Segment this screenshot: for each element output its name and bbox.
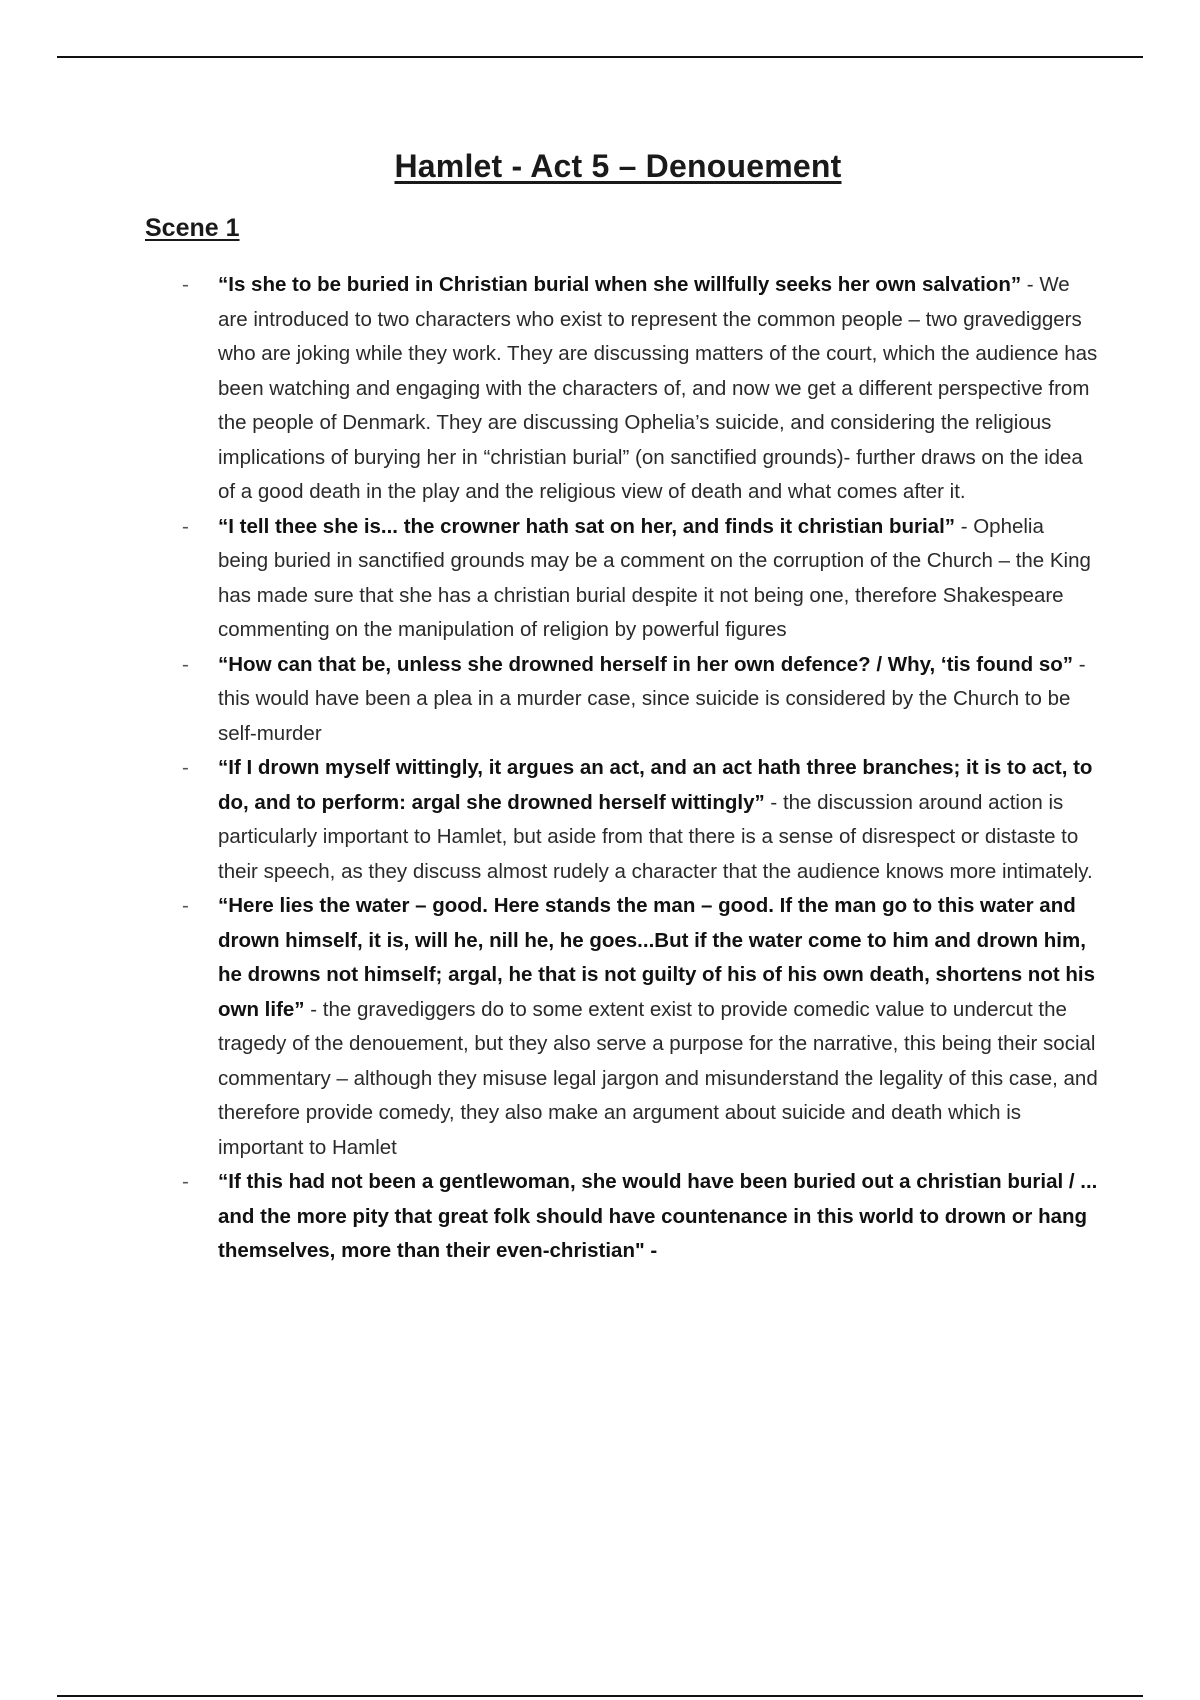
bullet-dash: - — [182, 652, 189, 676]
bullet-dash: - — [182, 1170, 189, 1193]
note-item — [182, 1165, 1098, 1269]
notes-list — [182, 268, 1098, 1269]
note-comment: - We are introduced to two characters who exist to represent the common people – two gravediggers who are joking while they work. They are discussing matters of the court, which the audience has been watching and engaging with the characters of, and now we get a different perspective from the people of Denmark. They are discussing Ophelia’s suicide, and considering the religious implications of burying her in “christian burial” (on sanctified grounds)- further draws on the idea of a good death in the play and the religious view of death and what comes after it. — [218, 273, 1098, 503]
note-quote: “If I drown myself wittingly, it argues an act, and an act hath three branches; it is to act, to do, and to perform: argal she drowned herself wittingly” — [218, 756, 1093, 814]
note-item — [182, 648, 1098, 752]
note-quote: “How can that be, unless she drowned herself in her own defence? / Why, ‘tis found so” — [218, 652, 1074, 676]
note-comment: - the discussion around action is particularly important to Hamlet, but aside from that there is a sense of disrespect or distaste to their speech, as they discuss almost rudely a character that the audience knows more intimately. — [218, 790, 1093, 883]
note-quote: “If this had not been a gentlewoman, she would have been buried out a christian burial / ... and the more pity that great folk should have countenance in this world to drown or hang themselves, more than their even-christian" - — [218, 1170, 1098, 1262]
note-item — [182, 268, 1098, 510]
note-item — [182, 751, 1098, 889]
note-item — [182, 889, 1098, 1165]
top-divider — [57, 56, 1143, 58]
bullet-dash: - — [182, 894, 189, 917]
note-quote: “Here lies the water – good. Here stands the man – good. If the man go to this water and drown himself, it is, will he, nill he, he goes...But if the water come to him and drown him, he drowns not himself; argal, he that is not guilty of his of his own death, shortens not his own life” — [218, 894, 1095, 1021]
note-comment: - Ophelia being buried in sanctified grounds may be a comment on the corruption of the Church – the King has made sure that she has a christian burial despite it not being one, therefore Shakespeare commenting on the manipulation of religion by powerful figures — [218, 514, 1091, 641]
bullet-dash: - — [182, 756, 189, 779]
scene-heading: Scene 1 — [145, 214, 240, 242]
note-comment: - the gravediggers do to some extent exist to provide comedic value to undercut the tragedy of the denouement, but they also serve a purpose for the narrative, this being their social commentary – although they misuse legal jargon and misunderstand the legality of this case, and therefore provide comedy, they also make an argument about suicide and death which is important to Hamlet — [218, 997, 1098, 1159]
note-comment: - this would have been a plea in a murder case, since suicide is considered by the Church to be self-murder — [218, 652, 1086, 745]
page-title: Hamlet - Act 5 – Denouement — [394, 148, 842, 184]
note-item — [182, 510, 1098, 648]
note-quote: “I tell thee she is... the crowner hath sat on her, and finds it christian burial” — [218, 514, 956, 538]
note-quote: “Is she to be buried in Christian burial when she willfully seeks her own salvation” — [218, 273, 1022, 296]
bottom-divider — [57, 1695, 1143, 1697]
bullet-dash: - — [182, 273, 189, 296]
bullet-dash: - — [182, 514, 189, 538]
